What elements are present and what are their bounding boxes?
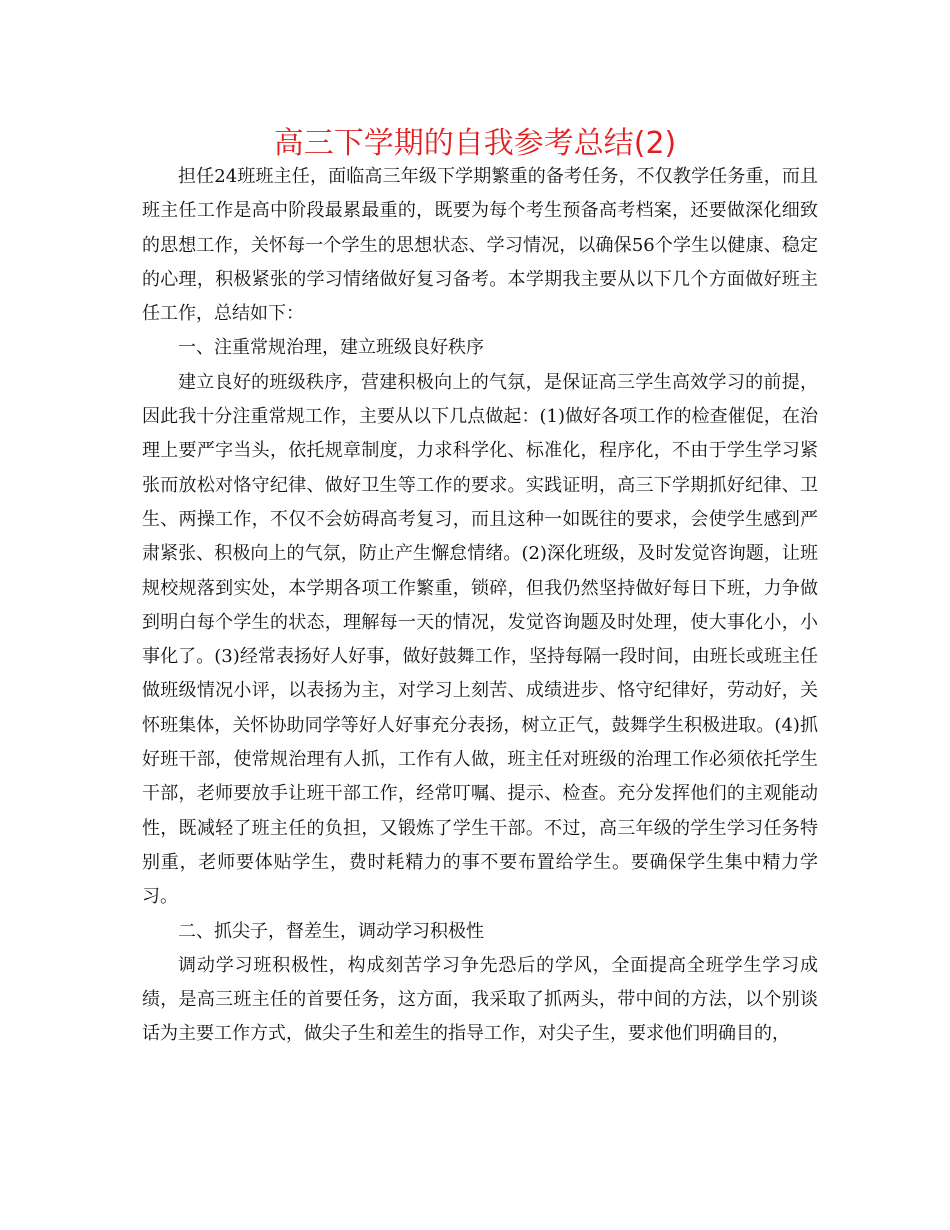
section-heading-2: 二、抓尖子，督差生，调动学习积极性 [178,920,484,942]
document-title: 高三下学期的自我参考总结(2) [273,126,677,161]
document-body [142,160,818,1052]
paragraph-intro: 担任24班班主任，面临高三年级下学期繁重的备考任务，不仅教学任务重，而且班主任工作是高中阶段最累最重的，既要为每个考生预备高考档案，还要做深化细致的思想工作，关怀每一个学生的思想状态、学习情况，以确保56个学生以健康、稳定的心理，积极紧张的学习情绪做好复习备考。本学期我主要从以下几个方面做好班主任工作，总结如下： [142,166,818,325]
paragraph-section-2: 调动学习班积极性，构成刻苦学习争先恐后的学风，全面提高全班学生学习成绩，是高三班主任的首要任务，这方面，我采取了抓两头，带中间的方法，以个别谈话为主要工作方式，做尖子生和差生的指导工作，对尖子生，要求他们明确目的， [142,954,818,1045]
section-heading-1: 一、注重常规治理，建立班级良好秩序 [178,337,484,359]
paragraph-section-1: 建立良好的班级秩序，营建积极向上的气氛，是保证高三学生高效学习的前提，因此我十分注重常规工作，主要从以下几点做起：(1)做好各项工作的检查催促，在治理上要严字当头，依托规章制度，力求科学化、标准化，程序化，不由于学生学习紧张而放松对恪守纪律、做好卫生等工作的要求。实践证明，高三下学期抓好纪律、卫生、两操工作，不仅不会妨碍高考复习，而且这种一如既往的要求，会使学生感到严肃紧张、积极向上的气氛，防止产生懈怠情绪。(2)深化班级，及时发觉咨询题，让班规校规落到实处，本学期各项工作繁重，锁碎，但我仍然坚持做好每日下班，力争做到明白每个学生的状态，理解每一天的情况，发觉咨询题及时处理，使大事化小，小事化了。(3)经常表扬好人好事，做好鼓舞工作，坚持每隔一段时间，由班长或班主任做班级情况小评，以表扬为主，对学习上刻苦、成绩进步、恪守纪律好，劳动好，关怀班集体，关怀协助同学等好人好事充分表扬，树立正气，鼓舞学生积极进取。(4)抓好班干部，使常规治理有人抓，工作有人做，班主任对班级的治理工作必须依托学生干部，老师要放手让班干部工作，经常叮嘱、提示、检查。充分发挥他们的主观能动性，既减轻了班主任的负担，又锻炼了学生干部。不过，高三年级的学生学习任务特别重，老师要体贴学生，费时耗精力的事不要布置给学生。要确保学生集中精力学习。 [142,371,818,908]
